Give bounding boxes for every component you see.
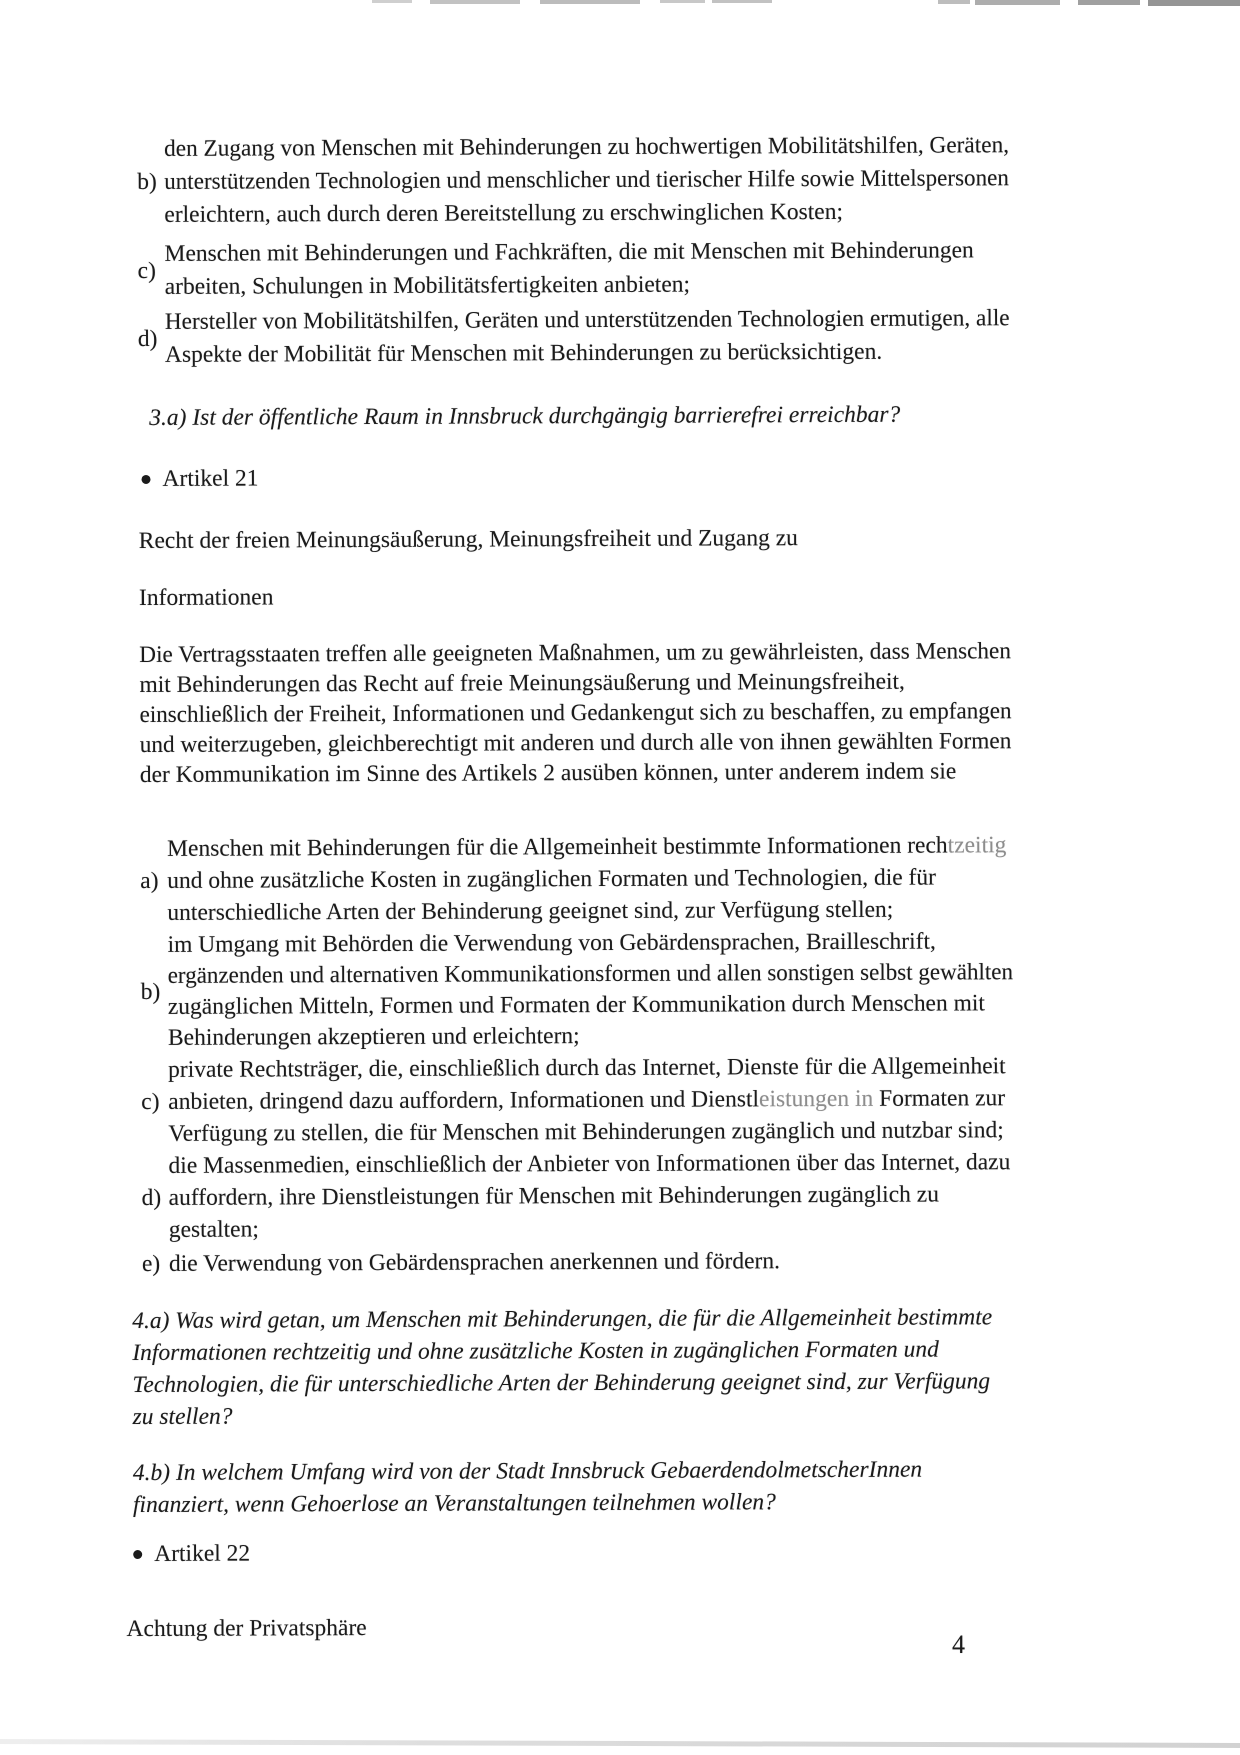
text-line	[167, 829, 1012, 865]
scan-artifact-top	[938, 0, 970, 4]
question-3a	[149, 398, 1010, 434]
heading-informationen	[139, 579, 1011, 613]
text-line: Achtung der Privatsphäre	[126, 1615, 367, 1643]
question-4b	[133, 1453, 1015, 1521]
text-line: Aspekte der Mobilität für Menschen mit Behinderungen zu berücksichtigen.	[164, 338, 883, 368]
scan-artifact-top	[372, 0, 412, 3]
list-item-b-communication-forms	[140, 926, 1013, 1054]
scan-artifact-top	[540, 0, 640, 4]
text-line: erleichtern, auch durch deren Bereitstellung zu erschwinglichen Kosten;	[164, 198, 844, 228]
list-item-c-private-providers	[141, 1050, 1013, 1150]
list-item-d-manufacturers	[138, 302, 1010, 372]
bullet-label: Artikel 21	[162, 465, 259, 492]
heading-recht-meinungsaeusserung	[139, 522, 1011, 556]
text-line: finanziert, wenn Gehoerlose an Veranstaltungen teilnehmen wollen?	[132, 1489, 776, 1519]
list-item-label: b)	[140, 978, 161, 1005]
text-line: Informationen	[138, 584, 274, 611]
text-line: Informationen rechtzeitig und ohne zusätzliche Kosten in zugänglichen Formaten und	[132, 1336, 939, 1367]
text-line: die Massenmedien, einschließlich der Anbieter von Informationen über das Internet, dazu	[168, 1149, 1011, 1179]
scan-artifact-top	[660, 0, 705, 3]
list-item-a-information-timely	[140, 829, 1012, 929]
scan-artifact-top	[1148, 0, 1240, 6]
text-segment: Menschen mit Behinderungen für die Allgemeinheit bestimmte Informationen rech	[167, 832, 948, 862]
bullet-label: Artikel 22	[154, 1540, 251, 1567]
text-line: auffordern, ihre Dienstleistungen für Menschen mit Behinderungen zugänglich zu	[168, 1181, 939, 1211]
text-line: Menschen mit Behinderungen und Fachkräften, die mit Menschen mit Behinderungen	[164, 237, 974, 267]
text-line: die Verwendung von Gebärdensprachen anerkennen und fördern.	[168, 1248, 780, 1277]
faded-text-segment: tzeitig	[947, 832, 1007, 859]
faded-text-segment: eistungen in	[758, 1085, 874, 1113]
text-line: Verfügung zu stellen, die für Menschen mit Behinderungen zugänglich und nutzbar sind;	[168, 1117, 1004, 1147]
text-line: private Rechtsträger, die, einschließlich durch das Internet, Dienste für die Allgemeinheit	[168, 1053, 1006, 1083]
text-line: und weiterzugeben, gleichberechtigt mit anderen und durch alle von ihnen gewählten Formen	[139, 728, 1012, 758]
text-line: unterstützenden Technologien und menschlicher und tierischer Hilfe sowie Mittelspersonen	[164, 165, 1009, 195]
text-line: zu stellen?	[132, 1403, 233, 1431]
text-line: 4.b) In welchem Umfang wird von der Stadt Innsbruck GebaerdendolmetscherInnen	[132, 1456, 923, 1487]
text-line: einschließlich der Freiheit, Informationen und Gedankengut sich zu beschaffen, zu empfangen	[139, 698, 1012, 728]
list-item-label: d)	[137, 325, 158, 352]
text-line: Die Vertragsstaaten treffen alle geeigneten Maßnahmen, um zu gewährleisten, dass Menschen	[139, 638, 1011, 668]
text-line: unterschiedliche Arten der Behinderung geeignet sind, zur Verfügung stellen;	[167, 896, 894, 926]
bullet-icon	[133, 1550, 142, 1559]
list-item-label: a)	[140, 867, 159, 894]
text-line: gestalten;	[168, 1216, 259, 1243]
text-line: mit Behinderungen das Recht auf freie Meinungsäußerung und Meinungsfreiheit,	[139, 668, 905, 698]
list-item-c-training	[137, 234, 1009, 304]
text-line: im Umgang mit Behörden die Verwendung von Gebärdensprachen, Brailleschrift,	[167, 928, 936, 958]
text-line: zugänglichen Mitteln, Formen und Formaten der Kommunikation durch Menschen mit	[167, 990, 985, 1020]
list-item-label: d)	[141, 1184, 162, 1211]
text-line	[168, 1082, 1013, 1118]
text-line: Recht der freien Meinungsäußerung, Meinungsfreiheit und Zugang zu	[138, 525, 798, 554]
text-line: der Kommunikation im Sinne des Artikels 2 ausüben können, unter anderem indem sie	[139, 758, 957, 788]
list-item-b-access-mobility	[137, 129, 1009, 232]
page-number: 4	[952, 1630, 965, 1659]
text-line: arbeiten, Schulungen in Mobilitätsfertigkeiten anbieten;	[164, 271, 691, 300]
list-item-label: c)	[137, 257, 156, 284]
text-line: Technologien, die für unterschiedliche Arten der Behinderung geeignet sind, zur Verfügung	[132, 1368, 991, 1399]
text-segment: anbieten, dringend dazu auffordern, Informationen und Dienstl	[168, 1086, 760, 1115]
bullet-artikel-22	[133, 1534, 1015, 1571]
list-item-d-massmedia	[141, 1146, 1013, 1246]
text-line: 4.a) Was wird getan, um Menschen mit Behinderungen, die für die Allgemeinheit bestimmte	[132, 1304, 993, 1335]
scan-artifact-top	[1078, 0, 1140, 5]
list-item-label: c)	[141, 1088, 160, 1115]
scan-artifact-top	[975, 0, 1060, 5]
bullet-artikel-21	[141, 459, 1010, 496]
list-item-label: b)	[137, 168, 157, 195]
paragraph-vertragsstaaten	[139, 636, 1012, 790]
text-line: und ohne zusätzliche Kosten in zugänglichen Formaten und Technologien, die für	[167, 864, 936, 894]
list-item-e-sign-language	[142, 1244, 1014, 1280]
text-segment: Formaten zur	[873, 1085, 1006, 1112]
text-line: ergänzenden und alternativen Kommunikationsformen und allen sonstigen selbst gewählten	[167, 959, 1014, 989]
text-line: 3.a) Ist der öffentliche Raum in Innsbruck durchgängig barrierefrei erreichbar?	[149, 401, 901, 431]
list-item-label: e)	[141, 1250, 161, 1277]
scan-artifact-top	[430, 0, 520, 4]
document-content	[126, 129, 1016, 1645]
scan-artifact-bottom	[0, 1739, 1240, 1748]
text-line: den Zugang von Menschen mit Behinderungen zu hochwertigen Mobilitätshilfen, Geräten,	[164, 132, 1010, 162]
question-4a	[132, 1301, 1015, 1433]
text-line: Hersteller von Mobilitätshilfen, Geräten und unterstützenden Technologien ermutigen, alle	[164, 305, 1010, 335]
bullet-icon	[141, 475, 150, 484]
scan-artifact-top	[712, 0, 772, 3]
text-line: Behinderungen akzeptieren und erleichtern;	[167, 1023, 580, 1051]
heading-achtung-privatsphaere	[126, 1609, 1015, 1645]
